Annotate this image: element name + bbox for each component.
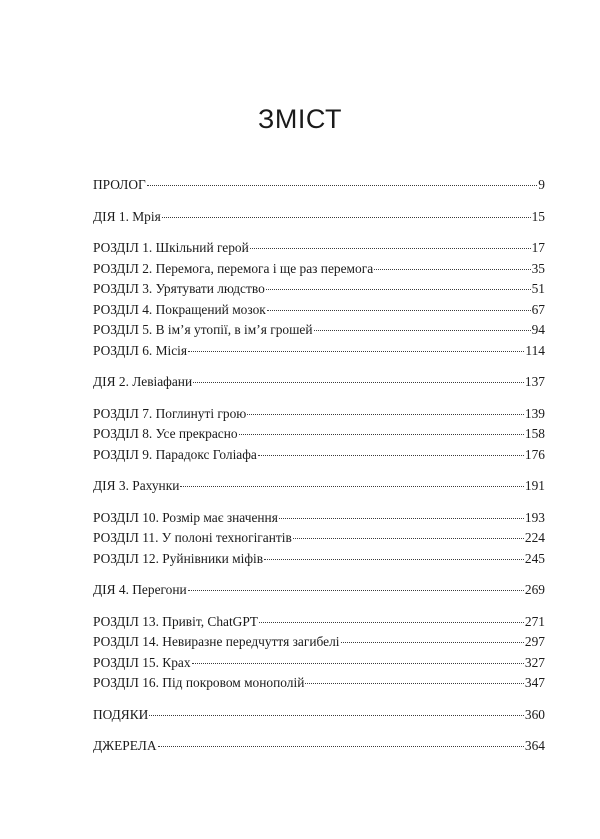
- toc-entry-label: РОЗДІЛ 7. Поглинуті грою: [93, 405, 247, 421]
- dot-leader: [293, 538, 524, 539]
- toc-group: [93, 580, 545, 601]
- toc-entry: [93, 632, 545, 653]
- toc-entry-page-number: 94: [531, 322, 545, 337]
- toc-entry-page-number: 17: [531, 240, 545, 255]
- toc-group: [93, 372, 545, 393]
- toc-group: [93, 175, 545, 196]
- toc-entry: [93, 673, 545, 694]
- toc-entry-label: РОЗДІЛ 11. У полоні техногігантів: [93, 530, 292, 545]
- toc-entry-page-number: 15: [531, 208, 545, 224]
- toc-entry: [93, 705, 545, 726]
- toc-entry-label: ПРОЛОГ: [93, 177, 146, 192]
- dot-leader: [147, 185, 538, 186]
- dot-leader: [188, 351, 524, 352]
- toc-entry-label: РОЗДІЛ 1. Шкільний герой: [93, 240, 249, 255]
- toc-entry: [93, 549, 545, 570]
- toc-entry: [93, 238, 545, 259]
- toc-entry-page-number: 364: [524, 738, 545, 753]
- dot-leader: [162, 217, 531, 218]
- toc-group: [93, 207, 545, 228]
- toc-entry-label: РОЗДІЛ 2. Перемога, перемога і ще раз перемога: [93, 260, 374, 276]
- toc-entry: [93, 528, 545, 549]
- dot-leader: [374, 269, 530, 270]
- toc-entry: [93, 207, 545, 228]
- toc-entry-label: РОЗДІЛ 15. Крах: [93, 654, 191, 670]
- toc-entry: [93, 476, 545, 497]
- table-of-contents: [93, 175, 545, 768]
- dot-leader: [266, 289, 531, 290]
- toc-entry: [93, 279, 545, 300]
- toc-entry-page-number: 271: [524, 613, 545, 629]
- toc-entry: [93, 259, 545, 280]
- toc-entry-label: РОЗДІЛ 9. Парадокс Голіафа: [93, 446, 257, 462]
- toc-entry-page-number: 114: [525, 342, 545, 358]
- toc-entry: [93, 424, 545, 445]
- dot-leader: [305, 683, 524, 684]
- toc-entry-page-number: 347: [524, 675, 545, 690]
- toc-entry-page-number: 137: [524, 374, 545, 389]
- toc-entry-page-number: 245: [524, 550, 545, 566]
- dot-leader: [192, 663, 524, 664]
- page-title: ЗМІСТ: [258, 104, 342, 134]
- toc-entry-label: РОЗДІЛ 6. Місія: [93, 342, 188, 358]
- toc-entry-page-number: 9: [538, 177, 545, 192]
- toc-group: [93, 705, 545, 726]
- toc-entry: [93, 320, 545, 341]
- toc-entry-label: РОЗДІЛ 8. Усе прекрасно: [93, 426, 238, 441]
- toc-group: [93, 612, 545, 694]
- dot-leader: [279, 518, 524, 519]
- toc-entry: [93, 445, 545, 466]
- toc-entry-page-number: 158: [524, 426, 545, 441]
- toc-group: [93, 508, 545, 570]
- dot-leader: [264, 559, 524, 560]
- dot-leader: [258, 455, 524, 456]
- toc-entry-label: ДІЯ 2. Левіафани: [93, 374, 193, 389]
- toc-entry: [93, 372, 545, 393]
- toc-group: [93, 736, 545, 757]
- toc-entry-label: РОЗДІЛ 4. Покращений мозок: [93, 301, 266, 317]
- toc-entry-label: РОЗДІЛ 5. В ім’я утопії, в ім’я грошей: [93, 322, 313, 337]
- toc-entry: [93, 612, 545, 633]
- toc-entry-page-number: 269: [524, 582, 545, 597]
- dot-leader: [314, 330, 531, 331]
- toc-entry: [93, 653, 545, 674]
- toc-group: [93, 476, 545, 497]
- dot-leader: [193, 382, 524, 383]
- toc-entry: [93, 175, 545, 196]
- dot-leader: [149, 715, 524, 716]
- toc-entry: [93, 341, 545, 362]
- toc-entry-label: ДІЯ 4. Перегони: [93, 582, 187, 597]
- toc-entry-page-number: 191: [524, 478, 545, 493]
- dot-leader: [341, 642, 524, 643]
- dot-leader: [188, 590, 524, 591]
- toc-entry-page-number: 193: [524, 509, 545, 525]
- toc-entry-page-number: 224: [524, 530, 545, 545]
- toc-entry-page-number: 139: [524, 405, 545, 421]
- toc-entry-label: ДЖЕРЕЛА: [93, 738, 157, 753]
- toc-entry-page-number: 297: [524, 634, 545, 649]
- toc-entry-page-number: 327: [524, 654, 545, 670]
- toc-entry-label: РОЗДІЛ 14. Невиразне передчуття загибелі: [93, 634, 340, 649]
- dot-leader: [247, 414, 524, 415]
- toc-entry-label: РОЗДІЛ 3. Урятувати людство: [93, 281, 265, 296]
- dot-leader: [259, 622, 524, 623]
- toc-entry: [93, 736, 545, 757]
- toc-entry-label: ДІЯ 1. Мрія: [93, 208, 161, 224]
- toc-entry-label: РОЗДІЛ 10. Розмір має значення: [93, 509, 278, 525]
- toc-group: [93, 404, 545, 466]
- toc-entry-label: РОЗДІЛ 13. Привіт, ChatGPT: [93, 613, 258, 629]
- toc-entry-page-number: 35: [531, 260, 545, 276]
- toc-entry-label: ДІЯ 3. Рахунки: [93, 478, 180, 493]
- toc-entry: [93, 404, 545, 425]
- dot-leader: [250, 248, 531, 249]
- toc-entry-page-number: 176: [524, 446, 545, 462]
- toc-entry: [93, 580, 545, 601]
- toc-entry: [93, 508, 545, 529]
- dot-leader: [180, 486, 524, 487]
- toc-entry-label: ПОДЯКИ: [93, 706, 149, 722]
- toc-entry: [93, 300, 545, 321]
- toc-group: [93, 238, 545, 361]
- toc-entry-page-number: 360: [524, 706, 545, 722]
- dot-leader: [239, 434, 524, 435]
- toc-entry-label: РОЗДІЛ 16. Під покровом монополій: [93, 675, 305, 690]
- dot-leader: [267, 310, 531, 311]
- toc-entry-label: РОЗДІЛ 12. Руйнівники міфів: [93, 550, 264, 566]
- dot-leader: [158, 746, 524, 747]
- toc-entry-page-number: 67: [531, 301, 545, 317]
- toc-entry-page-number: 51: [531, 281, 545, 296]
